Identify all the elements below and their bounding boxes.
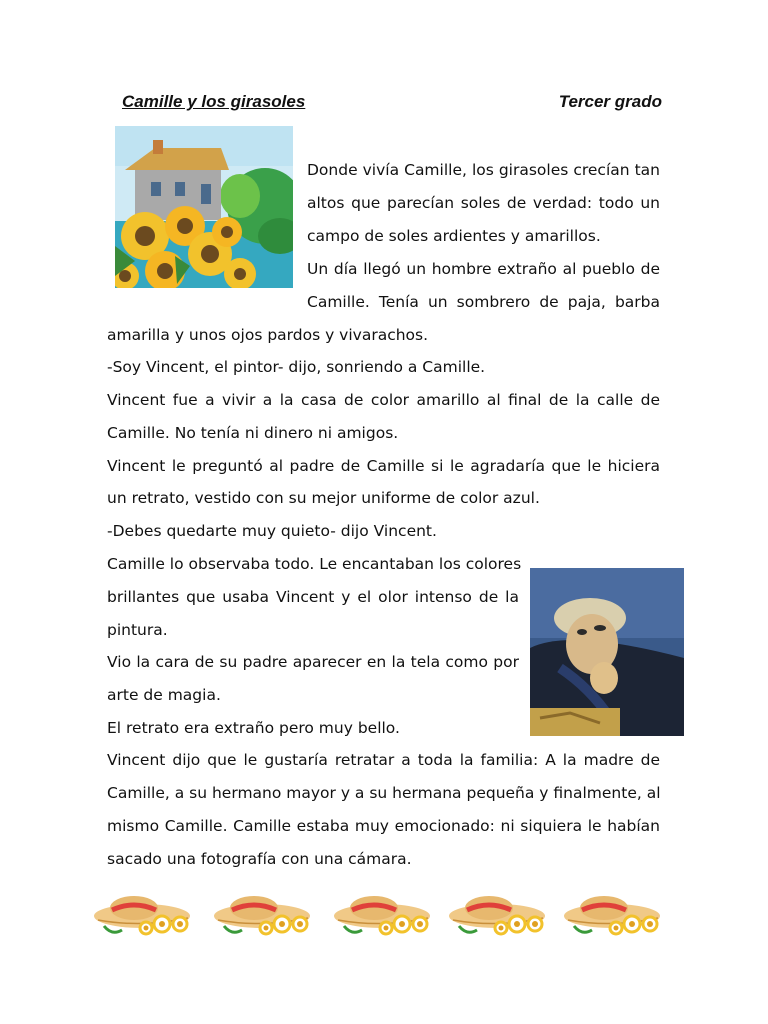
text-line: arte de magia. (107, 686, 221, 704)
text-line: Vio la cara de su padre aparecer en la tela como por (107, 653, 519, 671)
text-line: Camille, a su hermano mayor y a su hermana pequeña y finalmente, al (107, 784, 661, 802)
text-line: -Soy Vincent, el pintor- dijo, sonriendo a Camille. (107, 358, 486, 376)
text-line: Vincent dijo que le gustaría retratar a toda la familia: A la madre de (107, 751, 660, 769)
hat-daisy-border (92, 892, 682, 940)
text-line: Un día llegó un hombre extraño al pueblo de (307, 260, 660, 278)
text-line: altos que parecían soles de verdad: todo un (307, 194, 660, 212)
text-line: brillantes que usaba Vincent y el olor intenso de la (107, 588, 519, 606)
text-line: campo de soles ardientes y amarillos. (307, 227, 601, 245)
text-line: sacado una fotografía con una cámara. (107, 850, 412, 868)
story-title: Camille y los girasoles (122, 92, 306, 111)
text-line: Vincent le preguntó al padre de Camille si le agradaría que le hiciera (107, 457, 660, 475)
sunflower-illustration (115, 126, 293, 288)
text-line: El retrato era extraño pero muy bello. (107, 719, 400, 737)
text-line: Vincent fue a vivir a la casa de color amarillo al final de la calle de (107, 391, 660, 409)
text-line: Camille. Tenía un sombrero de paja, barba (307, 293, 660, 311)
text-line: pintura. (107, 621, 168, 639)
text-line: -Debes quedarte muy quieto- dijo Vincent. (107, 522, 437, 540)
grade-label: Tercer grado (558, 92, 662, 111)
text-line: Camille lo observaba todo. Le encantaban los colores (107, 555, 522, 573)
portrait-painting (530, 568, 684, 736)
text-line: Donde vivía Camille, los girasoles crecían tan (307, 161, 660, 179)
text-line: Camille. No tenía ni dinero ni amigos. (107, 424, 399, 442)
text-line: un retrato, vestido con su mejor uniforme de color azul. (107, 489, 540, 507)
text-line: amarilla y unos ojos pardos y vivarachos. (107, 326, 429, 344)
text-line: mismo Camille. Camille estaba muy emocionado: ni siquiera le habían (107, 817, 660, 835)
